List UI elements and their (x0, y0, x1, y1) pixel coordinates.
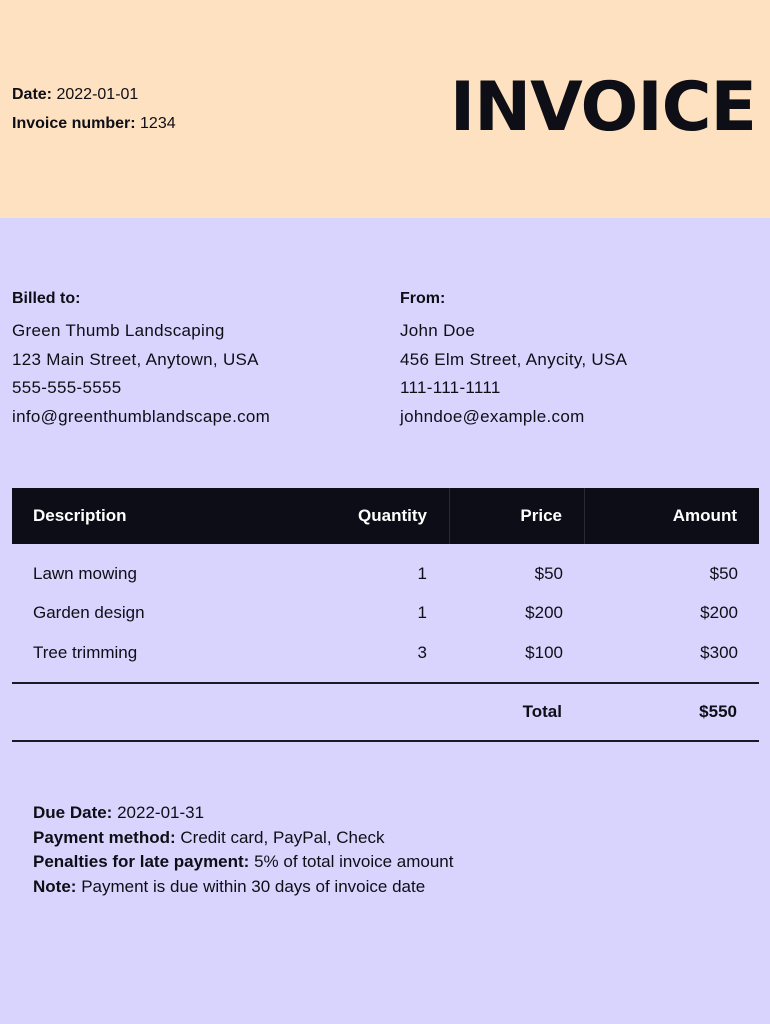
row-amount: $200 (700, 603, 738, 622)
penalties-label: Penalties for late payment: (33, 852, 250, 872)
from-email: johndoe@example.com (400, 406, 585, 426)
payment-method (33, 826, 453, 851)
table-row (0, 560, 770, 588)
billed-to-block (12, 288, 270, 431)
invoice-number-value: 1234 (140, 115, 176, 132)
invoice-date-label: Date: (12, 86, 53, 103)
invoice-number (12, 114, 176, 134)
due-date (33, 801, 453, 826)
payment-method-label: Payment method: (33, 827, 176, 847)
row-quantity: 1 (417, 564, 427, 583)
from-phone: 111-111-1111 (400, 378, 501, 397)
column-header-quantity: Quantity (358, 506, 427, 525)
billed-to-address: 123 Main Street, Anytown, USA (12, 349, 259, 369)
from-label: From: (400, 290, 446, 307)
row-quantity: 3 (417, 643, 427, 662)
payment-note (33, 875, 453, 900)
note-value: Payment is due within 30 days of invoice date (81, 877, 426, 897)
table-row (0, 599, 770, 627)
row-description: Garden design (33, 603, 145, 622)
from-block (400, 288, 627, 431)
row-price: $200 (525, 603, 563, 622)
invoice-title: INVOICE (449, 68, 756, 147)
row-description: Lawn mowing (33, 564, 137, 583)
billed-to-phone: 555-555-5555 (12, 378, 122, 397)
row-amount: $300 (700, 643, 738, 662)
table-bottom-rule (12, 740, 759, 742)
billed-to-name: Green Thumb Landscaping (12, 321, 225, 340)
from-address: 456 Elm Street, Anycity, USA (400, 349, 628, 369)
payment-method-value: Credit card, PayPal, Check (180, 827, 385, 847)
column-divider (584, 488, 585, 544)
table-row (0, 639, 770, 667)
total-label: Total (522, 702, 562, 721)
column-header-price: Price (520, 506, 562, 525)
penalties-value: 5% of total invoice amount (254, 852, 454, 872)
invoice-number-label: Invoice number: (12, 115, 136, 132)
late-payment-penalties (33, 850, 453, 875)
billed-to-email: info@greenthumblandscape.com (12, 406, 271, 426)
from-name: John Doe (400, 321, 476, 340)
invoice-notes (33, 801, 453, 900)
total-value: $550 (699, 702, 737, 721)
row-quantity: 1 (417, 603, 427, 622)
column-header-description: Description (33, 506, 127, 525)
table-divider (12, 682, 759, 684)
row-description: Tree trimming (33, 643, 138, 662)
table-header (12, 488, 759, 544)
invoice-date-value: 2022-01-01 (56, 86, 139, 103)
column-header-amount: Amount (672, 506, 737, 525)
due-date-label: Due Date: (33, 803, 113, 822)
row-price: $50 (534, 564, 563, 583)
invoice-header (0, 0, 770, 218)
billed-to-label: Billed to: (12, 290, 81, 307)
due-date-value: 2022-01-31 (117, 803, 205, 822)
invoice-date (12, 85, 138, 105)
row-price: $100 (525, 643, 563, 662)
column-divider (449, 488, 450, 544)
row-amount: $50 (709, 564, 738, 583)
note-label: Note: (33, 877, 77, 897)
